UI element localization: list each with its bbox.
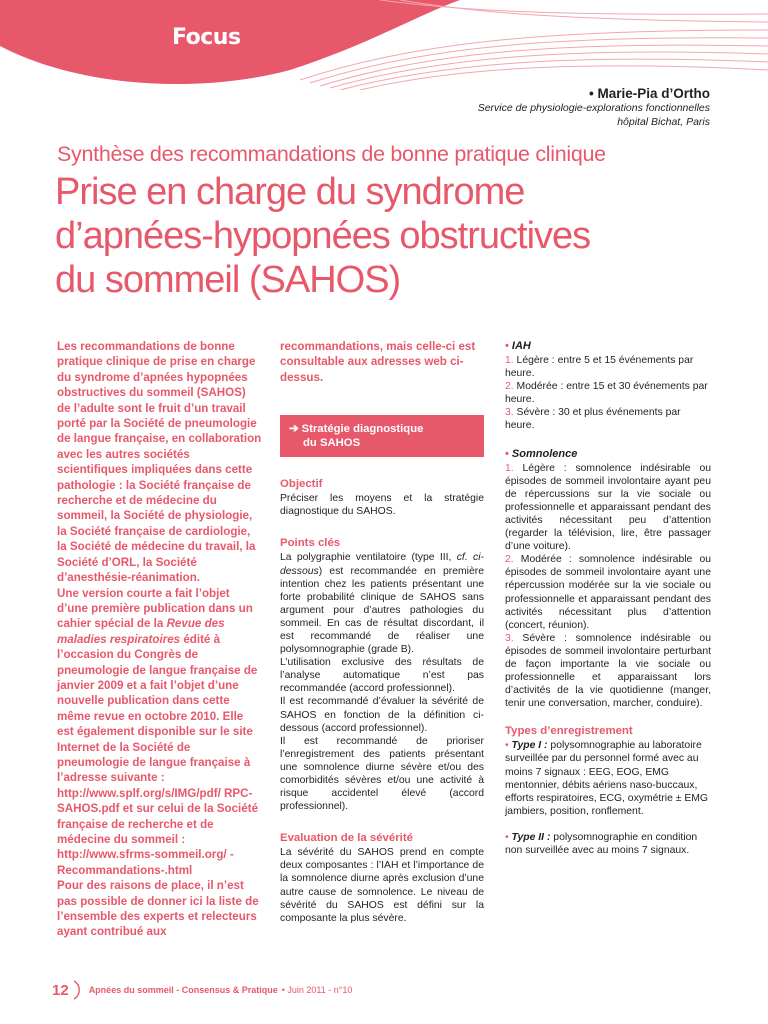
item-number: 2. — [505, 381, 514, 393]
intro-continuation: recommandations, mais celle-ci est consultable aux adresses web ci-dessus. — [280, 340, 476, 384]
type-label: Type II : — [511, 831, 551, 843]
title-line: Prise en charge du syndrome — [55, 171, 525, 213]
heading-text: Somnolence — [511, 447, 578, 460]
bullet-dot: • — [505, 447, 509, 460]
intro-paragraph: Pour des raisons de place, il n’est pas possible de donner ici la liste de l’ensemble des experts et relecteurs ayant contribué aux — [57, 879, 259, 939]
intro-paragraph: Les recommandations de bonne pratique clinique de prise en charge du syndrome d’apnées hypopnées obstructives du sommeil (SAHOS) de l’adulte sont le fruit d’un travail porté par la Société de pneumologie de langue française, en collaboration avec les autres sociétés scientifiques impliquées dans cette pathologie : la Société française de recherche et de médecine du sommeil, la Société de physiologie, la Société française de cardiologie, la Société de médecine du travail, la Société d’ORL, la Société d’anesthésie-réanimation. — [57, 340, 262, 585]
journal-name: Revue des maladies respiratoires — [57, 617, 225, 646]
list-item — [505, 739, 711, 818]
column-1 — [57, 339, 262, 940]
article-title — [55, 170, 590, 302]
item-number: 2. — [505, 554, 514, 566]
item-text: Légère : somnolence indésirable ou épisodes de sommeil involontaire ayant peu de répercussions sur la vie sociale ou professionnelle et apparaissant pendant des activités nécessitant peu d’attention (regarder la télévision, lire, être passager d’une voiture). — [505, 462, 711, 553]
item-text: Sévère : 30 et plus événements par heure. — [505, 407, 681, 432]
text-span: La polygraphie ventilatoire (type III, — [280, 552, 457, 564]
issue-info: • Juin 2011 - n°10 — [281, 985, 353, 995]
bullet-dot: • — [505, 831, 509, 843]
journal-title: Apnées du sommeil - Consensus & Pratique — [88, 985, 278, 995]
item-text: polysomnographie en condition non surveillée avec au moins 7 signaux. — [505, 831, 698, 856]
iah-heading — [505, 339, 711, 354]
column-3 — [505, 339, 711, 857]
list-item — [505, 553, 711, 632]
item-text: Modérée : somnolence indésirable ou épisodes de sommeil involontaire ayant une répercussion modérée sur la vie sociale ou professionnelle et apparaissant pendant des activités nécessitant plus d’attention (concert, réunion). — [505, 554, 711, 631]
types-list — [505, 739, 711, 857]
item-text: Légère : entre 5 et 15 événements par heure. — [505, 355, 694, 380]
evaluation-text: La sévérité du SAHOS prend en compte deux composantes : l’IAH et l’importance de la somnolence diurne après exclusion d’une autre cause de somnolence. Le niveau de sévérité du SAHOS est défini sur la composante la plus sévère. — [280, 847, 484, 924]
body-paragraph: Il est recommandé d’évaluer la sévérité de SAHOS en fonction de la définition ci-dessous (accord professionnel). — [280, 696, 484, 734]
item-number: 1. — [505, 462, 514, 474]
column-2 — [280, 339, 484, 925]
item-text: Sévère : somnolence indésirable ou épisodes de sommeil involontaire perturbant de façon importante la vie sociale ou professionnelle et apparaissant lors d’activités de la vie quotidienne (manger, tenir une conversation, marcher, conduire). — [505, 632, 711, 710]
bullet-dot: • — [505, 340, 509, 352]
page-footer — [52, 980, 352, 1000]
iah-list — [505, 354, 711, 433]
article-kicker: Synthèse des recommandations de bonne pratique clinique — [57, 142, 606, 166]
item-number: 3. — [505, 407, 514, 419]
evaluation-heading: Evaluation de la sévérité — [280, 832, 413, 845]
list-item — [505, 632, 711, 711]
title-line: du sommeil (SAHOS) — [55, 259, 401, 301]
section-banner-line: ➔ Stratégie diagnostique — [289, 423, 424, 436]
somnolence-heading — [505, 447, 711, 462]
author-affiliation-line2: hôpital Bichat, Paris — [617, 116, 710, 128]
body-paragraph: Il est recommandé de prioriser l’enregistrement des patients présentant une somnolence diurne sévère et/ou des comorbidités sévères et/ou une activité à risque accidentel élevé (accord professionnel). — [280, 735, 484, 813]
page-number: 12 — [52, 981, 69, 999]
header-banner — [0, 0, 768, 90]
author-name: • Marie-Pia d’Ortho — [589, 86, 710, 101]
item-number: 3. — [505, 632, 514, 644]
points-cles-text — [280, 551, 484, 813]
list-item — [505, 354, 711, 380]
list-item — [505, 406, 711, 432]
types-heading: Types d’enregistrement — [505, 725, 633, 738]
author-affiliation-line1: Service de physiologie-explorations fonctionnelles — [477, 102, 710, 114]
objectif-text: Préciser les moyens et la stratégie diagnostique du SAHOS. — [280, 493, 484, 518]
title-line: d’apnées-hypopnées obstructives — [55, 215, 591, 257]
section-banner — [280, 415, 484, 457]
list-item — [505, 380, 711, 406]
item-number: 1. — [505, 355, 514, 366]
footer-bracket-icon — [71, 980, 85, 1000]
item-text: Modérée : entre 15 et 30 événements par heure. — [505, 381, 708, 406]
points-cles-heading: Points clés — [280, 537, 341, 550]
item-text: polysomnographie au laboratoire surveillée par du personnel formé avec au moins 7 signaux : EEG, EOG, EMG mentonnier, débits aériens naso-buccaux, efforts respiratoires, ECG, oxymétrie ± EMG jambiers, position, ronflement. — [505, 740, 708, 817]
intro-text — [57, 339, 262, 940]
body-paragraph: L’utilisation exclusive des résultats de l’analyse automatique n’est pas recommandée (accord professionnel). — [280, 657, 484, 695]
list-item — [505, 462, 711, 554]
objectif-heading: Objectif — [280, 478, 323, 491]
author-block — [478, 86, 710, 129]
type-label: Type I : — [511, 740, 548, 752]
intro-paragraph — [57, 586, 262, 879]
body-paragraph — [280, 551, 484, 656]
list-item — [505, 831, 711, 857]
text-span: édité à l’occasion du Congrès de pneumologie de langue française de janvier 2009 et a fait l’objet d’une nouvelle publication dans cette même revue en octobre 2010. Elle est également disponible sur le site Internet de la Société de pneumologie de langue française à l’adresse suivante : http://www.splf.org/s/IMG/pdf/ RPC-SAHOS.pdf et sur celui de la Société française de recherche et de médecine du sommeil : http://www.sfrms-sommeil.org/ -Recommandations-.html — [57, 632, 259, 877]
text-emphasis: cf. ci-dessous — [280, 552, 484, 577]
somnolence-list — [505, 462, 711, 711]
heading-text: IAH — [511, 340, 531, 352]
section-label: Focus — [172, 25, 241, 50]
text-span: ) est recommandée en première intention chez les patients présentant une forte probabilité clinique de SAHOS sans argument pour d’autres pathologies du sommeil. En cas de résultat discordant, il est recommandé de réaliser une polysomnographie (grade B). — [280, 565, 484, 656]
text-span: Une version courte a fait l’objet d’une première publication dans un cahier spécial de la — [57, 586, 253, 631]
bullet-dot: • — [505, 740, 509, 752]
section-banner-line: du SAHOS — [303, 437, 361, 450]
